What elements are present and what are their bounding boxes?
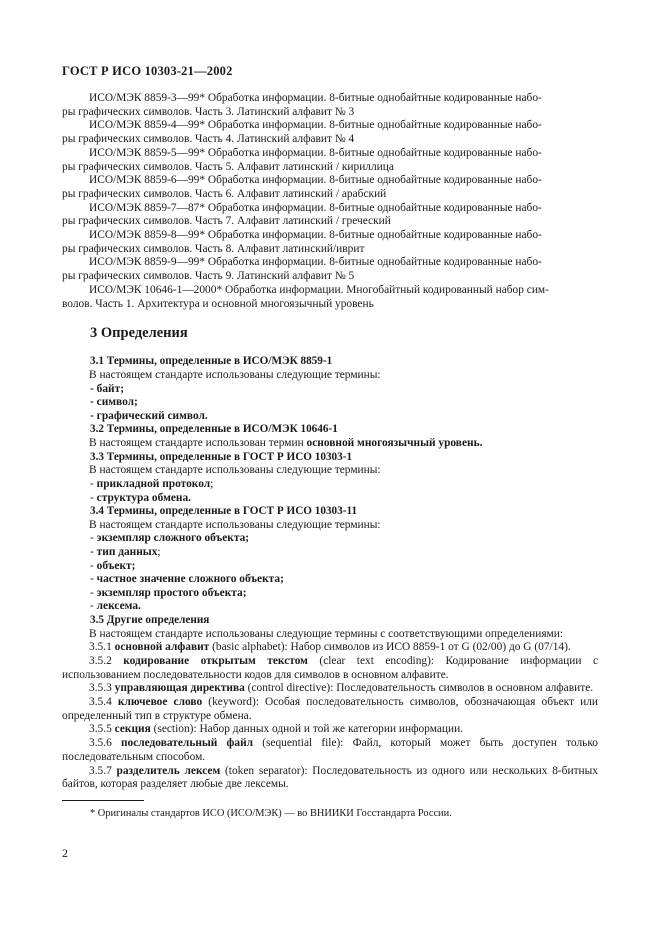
definition-number: 3.5.7 [89, 764, 117, 777]
definition-text: (control directive): Последовательность символов в основном алфавите. [244, 682, 594, 695]
definition-term: секция [114, 723, 151, 736]
reference-line: ры графических символов. Часть 6. Алфавит латинский / арабский [62, 187, 387, 200]
term-item [62, 573, 598, 587]
footnote: * Оригиналы стандартов ИСО (ИСО/МЭК) — во ВНИИКИ Госстандарта России. [90, 808, 452, 819]
definition-item [62, 765, 598, 792]
dash: - [90, 586, 97, 599]
dash: - [90, 600, 97, 613]
term-item [62, 532, 598, 546]
reference-item [62, 229, 598, 256]
reference-item [62, 174, 598, 201]
term-tail: ; [157, 546, 161, 558]
subsection-intro [62, 437, 598, 451]
footnote-divider [62, 800, 144, 801]
dash: - [90, 477, 97, 490]
reference-line: ИСО/МЭК 8859-5—99* Обработка информации. 8-битные однобайтные кодированные набо- [89, 146, 542, 159]
definition-item [62, 723, 598, 737]
definition-item [62, 641, 598, 655]
term-bold: лексема. [96, 600, 141, 613]
definition-item [62, 737, 598, 764]
term-item: - символ; [90, 396, 138, 409]
term-item [62, 492, 598, 506]
subsection-intro: В настоящем стандарте использованы следующие термины с соответствующими определениями: [89, 627, 564, 640]
definition-number: 3.5.2 [89, 654, 124, 667]
subsection-heading: 3.3 Термины, определенные в ГОСТ Р ИСО 10303-1 [90, 450, 353, 463]
definition-term: ключевое слово [117, 696, 203, 709]
reference-line: ИСО/МЭК 10646-1—2000* Обработка информации. Многобайтный кодированный набор сим- [89, 283, 549, 296]
term-bold: частное значение сложного объекта; [96, 573, 284, 586]
definition-number: 3.5.5 [89, 723, 115, 736]
term-item [62, 546, 598, 560]
subsection-intro: В настоящем стандарте использованы следующие термины: [89, 518, 381, 531]
reference-item [62, 256, 598, 283]
definition-number: 3.5.6 [89, 737, 121, 750]
subsection-heading: 3.4 Термины, определенные в ГОСТ Р ИСО 10303-11 [90, 505, 358, 518]
intro-text: В настоящем стандарте использован термин [89, 436, 307, 449]
term-tail: ; [210, 477, 214, 490]
definition-term: разделитель лексем [116, 764, 221, 777]
definition-text: (basic alphabet): Набор символов из ИСО 8859-1 от G (02/00) до G (07/14). [209, 641, 571, 654]
document-page [62, 64, 598, 820]
definition-number: 3.5.1 [89, 641, 115, 654]
term-bold: прикладной протокол [96, 477, 211, 490]
subsection-intro: В настоящем стандарте использованы следующие термины: [89, 368, 381, 381]
page-number: 2 [62, 846, 68, 860]
term-bold: структура обмена. [96, 491, 191, 504]
reference-line: ИСО/МЭК 8859-8—99* Обработка информации. 8-битные однобайтные кодированные набо- [89, 229, 542, 242]
subsection-heading: 3.1 Термины, определенные в ИСО/МЭК 8859-1 [90, 355, 333, 368]
reference-line: волов. Часть 1. Архитектура и основной многоязычный уровень [62, 297, 374, 310]
reference-line: ИСО/МЭК 8859-9—99* Обработка информации. 8-битные однобайтные кодированные набо- [89, 256, 542, 269]
reference-line: ИСО/МЭК 8859-3—99* Обработка информации. 8-битные однобайтные кодированные набо- [89, 92, 542, 104]
term-bold: тип данных [96, 546, 158, 558]
subsection-heading: 3.5 Другие определения [90, 613, 210, 626]
term-item [62, 587, 598, 601]
definition-item [62, 655, 598, 682]
term-bold: основной многоязычный уровень. [306, 436, 483, 449]
dash: - [90, 532, 97, 545]
term-item: - байт; [90, 382, 124, 395]
dash: - [90, 573, 97, 586]
term-item [62, 478, 598, 492]
reference-line: ры графических символов. Часть 7. Алфавит латинский / греческий [62, 215, 391, 228]
reference-item [62, 92, 598, 119]
reference-line: ры графических символов. Часть 3. Латинский алфавит № 3 [62, 105, 355, 118]
term-bold: экземпляр сложного объекта; [96, 532, 250, 545]
definition-text: (clear text encoding): Кодирование информации с использованием последовательности кодов для символов в основном алфавите. [62, 654, 599, 681]
term-item: - графический символ. [90, 409, 208, 422]
definition-text: (sequential file): Файл, который может быть доступен только последовательным способом. [62, 737, 598, 763]
definition-text: (section): Набор данных одной и той же категории информации. [150, 723, 464, 736]
definition-number: 3.5.3 [89, 682, 115, 695]
reference-line: ры графических символов. Часть 5. Алфавит латинский / кириллица [62, 160, 394, 173]
reference-item [62, 202, 598, 229]
reference-line: ры графических символов. Часть 9. Латинский алфавит № 5 [62, 270, 355, 283]
reference-line: ИСО/МЭК 8859-7—87* Обработка информации. 8-битные однобайтные кодированные набо- [89, 201, 542, 214]
reference-item [62, 284, 598, 311]
reference-item [62, 147, 598, 174]
definition-text: (token separator): Последовательность из одного или нескольких 8-битных байтов, которая разделяет любые две лексемы. [62, 764, 598, 791]
definition-term: последовательный файл [120, 737, 254, 750]
dash: - [90, 491, 97, 504]
subsection-intro: В настоящем стандарте использованы следующие термины: [89, 464, 381, 477]
reference-item [62, 119, 598, 146]
reference-line: ры графических символов. Часть 8. Алфавит латинский/иврит [62, 242, 365, 255]
term-item [62, 600, 598, 614]
document-title: ГОСТ Р ИСО 10303-21—2002 [62, 64, 233, 78]
definition-text: (keyword): Особая последовательность символов, обозначающая объект или определенный тип в структуре обмена. [62, 696, 598, 722]
definition-term: управляющая директива [114, 682, 245, 695]
reference-line: ИСО/МЭК 8859-4—99* Обработка информации. 8-битные однобайтные кодированные набо- [89, 119, 542, 132]
dash: - [90, 546, 97, 558]
term-bold: объект; [96, 559, 136, 572]
definition-number: 3.5.4 [89, 696, 118, 709]
term-bold: экземпляр простого объекта; [96, 586, 247, 599]
definition-item [62, 682, 598, 696]
references-list [62, 92, 598, 311]
reference-line: ры графических символов. Часть 4. Латинский алфавит № 4 [62, 133, 355, 146]
definition-item [62, 696, 598, 723]
definition-term: кодирование открытым текстом [123, 654, 308, 667]
section-heading: 3 Определения [90, 325, 188, 342]
dash: - [90, 559, 97, 572]
subsection-heading: 3.2 Термины, определенные в ИСО/МЭК 10646-1 [90, 423, 338, 436]
definition-term: основной алфавит [114, 641, 210, 654]
term-item [62, 560, 598, 574]
reference-line: ИСО/МЭК 8859-6—99* Обработка информации. 8-битные однобайтные кодированные набо- [89, 174, 542, 187]
